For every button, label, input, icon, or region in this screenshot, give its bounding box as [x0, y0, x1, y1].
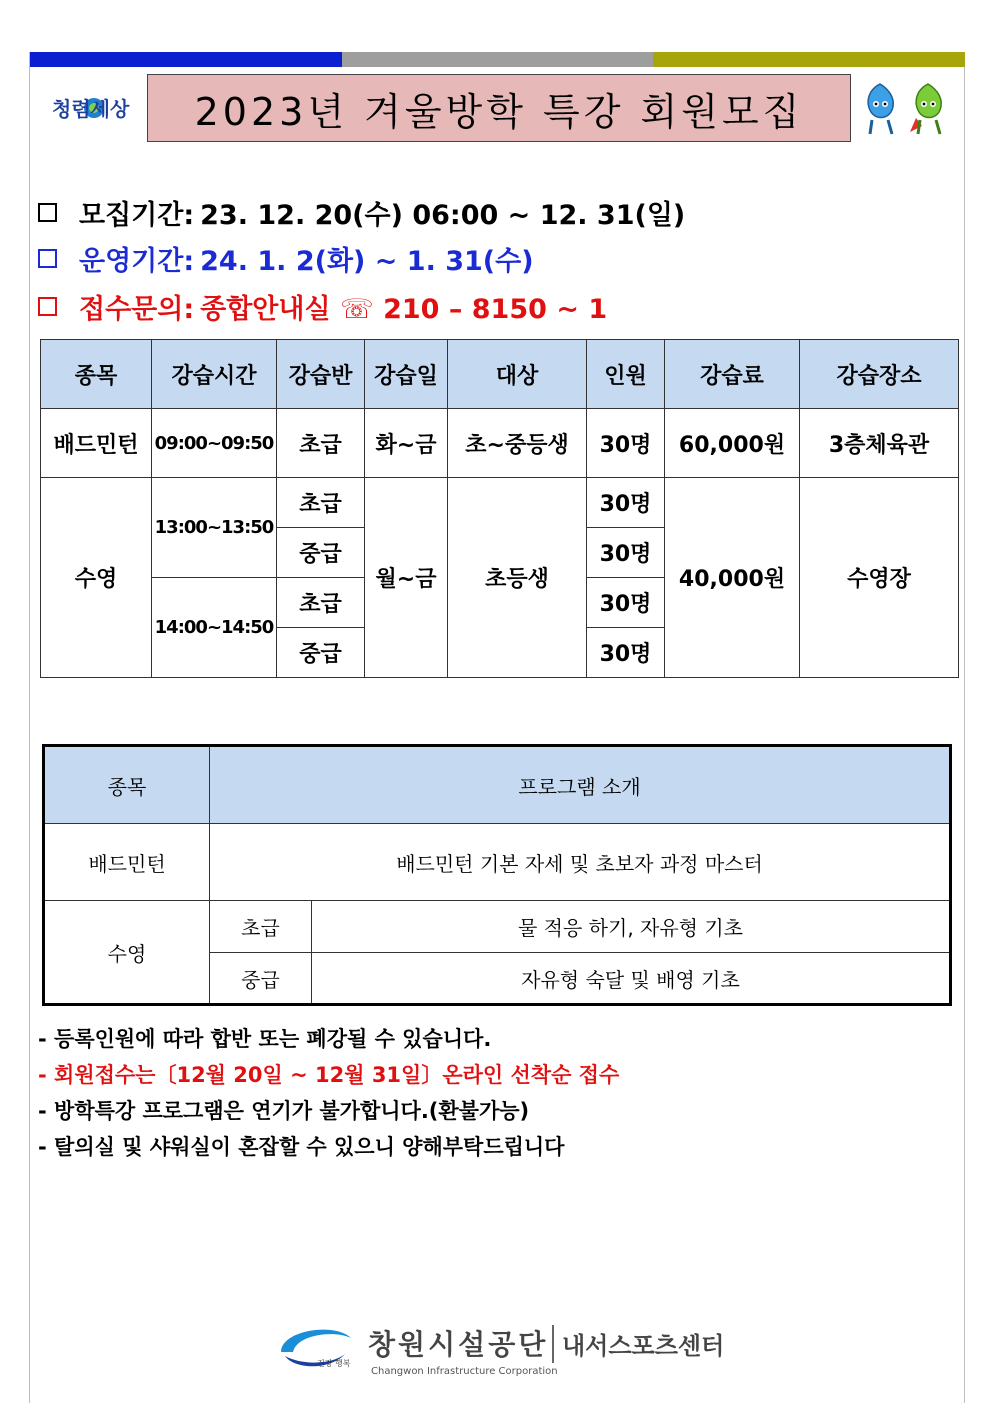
- department-name: 내서스포츠센터: [562, 1332, 725, 1360]
- checkbox-square-icon: [38, 297, 57, 316]
- cell-place: 수영장: [800, 478, 959, 678]
- footer-divider: [552, 1325, 554, 1363]
- cell-level: 초급: [277, 478, 365, 528]
- table-header-row: [41, 340, 959, 409]
- cell-days: 화~금: [365, 409, 448, 478]
- table-header-row: [44, 746, 951, 824]
- cell-sport: 배드민턴: [44, 824, 210, 901]
- cell-place: 3층체육관: [800, 409, 959, 478]
- info-value: 23. 12. 20(수) 06:00 ~ 12. 31(일): [200, 200, 686, 231]
- header-cell: 강습일: [365, 340, 448, 409]
- cell-level: 초급: [210, 901, 312, 953]
- cell-time: 14:00~14:50: [152, 578, 277, 678]
- cell-level: 중급: [277, 628, 365, 678]
- program-table: [42, 744, 952, 1006]
- info-contact: [38, 287, 613, 326]
- organization-name: 창원시설공단: [368, 1328, 549, 1361]
- header-cell: 강습반: [277, 340, 365, 409]
- top-color-bar: [30, 52, 965, 67]
- cell-count: 30명: [587, 528, 665, 578]
- cell-count: 30명: [587, 578, 665, 628]
- info-label: 모집기간:: [79, 200, 195, 231]
- notes-list: [38, 1021, 619, 1165]
- info-value: 24. 1. 2(화) ~ 1. 31(수): [200, 246, 534, 277]
- header-cell: 종목: [44, 746, 210, 824]
- info-value: 종합안내실 ☏ 210 – 8150 ~ 1: [200, 294, 608, 325]
- cell-days: 월~금: [365, 478, 448, 678]
- cell-sport: 수영: [44, 901, 210, 1005]
- cell-target: 초~중등생: [448, 409, 587, 478]
- info-operating-period: [38, 239, 540, 278]
- schedule-table: [40, 339, 959, 678]
- checkbox-square-icon: [38, 203, 57, 222]
- blue-mascot-icon: [868, 84, 893, 134]
- checkbox-square-icon: [38, 249, 57, 268]
- cell-count: 30명: [587, 628, 665, 678]
- cell-fee: 60,000원: [665, 409, 800, 478]
- table-row-swim: [44, 901, 951, 953]
- mascot-icons: [858, 80, 954, 138]
- cell-desc: 자유형 숙달 및 배영 기초: [312, 953, 951, 1005]
- cell-fee: 40,000원: [665, 478, 800, 678]
- table-row-badminton: [44, 824, 951, 901]
- header-cell: 인원: [587, 340, 665, 409]
- cell-count: 30명: [587, 409, 665, 478]
- info-label: 운영기간:: [79, 246, 195, 277]
- cell-level: 초급: [277, 409, 365, 478]
- cell-level: 중급: [277, 528, 365, 578]
- note-item: - 탈의실 및 샤워실이 혼잡할 수 있으니 양해부탁드립니다: [38, 1135, 565, 1159]
- cell-sport: 수영: [41, 478, 152, 678]
- header-cell: 강습시간: [152, 340, 277, 409]
- cell-target: 초등생: [448, 478, 587, 678]
- cell-desc: 물 적응 하기, 자유형 기초: [312, 901, 951, 953]
- cell-time: 13:00~13:50: [152, 478, 277, 578]
- cell-desc: 배드민턴 기본 자세 및 초보자 과정 마스터: [210, 824, 951, 901]
- header-cell: 강습료: [665, 340, 800, 409]
- header-cell: 종목: [41, 340, 152, 409]
- note-item: - 방학특강 프로그램은 연기가 불가합니다.(환불가능): [38, 1099, 530, 1123]
- top-bar-gray: [342, 52, 654, 67]
- info-recruit-period: [38, 193, 691, 232]
- cell-level: 중급: [210, 953, 312, 1005]
- header-cell: 강습장소: [800, 340, 959, 409]
- green-mascot-icon: [910, 84, 941, 134]
- info-label: 접수문의:: [79, 294, 195, 325]
- cell-time: 09:00~09:50: [152, 409, 277, 478]
- cell-sport: 배드민턴: [41, 409, 152, 478]
- organization-name-en: Changwon Infrastructure Corporation: [371, 1366, 558, 1377]
- header-cell: 프로그램 소개: [210, 746, 951, 824]
- clean-world-logo: [48, 84, 143, 130]
- table-row-badminton: [41, 409, 959, 478]
- table-row-swim: [41, 478, 959, 528]
- header-cell: 대상: [448, 340, 587, 409]
- note-item: - 회원접수는〔12월 20일 ~ 12월 31일〕온라인 선착순 접수: [38, 1063, 620, 1087]
- top-bar-olive: [653, 52, 965, 67]
- cell-count: 30명: [587, 478, 665, 528]
- note-item: - 등록인원에 따라 합반 또는 폐강될 수 있습니다.: [38, 1027, 492, 1051]
- logo-text: 청렴세상: [52, 97, 130, 121]
- page-title: 2023년 겨울방학 특강 회원모집: [147, 74, 851, 142]
- logo-small-text: 건강 행복: [317, 1359, 351, 1368]
- top-bar-blue: [30, 52, 342, 67]
- cell-level: 초급: [277, 578, 365, 628]
- corporation-logo-icon: [275, 1318, 355, 1380]
